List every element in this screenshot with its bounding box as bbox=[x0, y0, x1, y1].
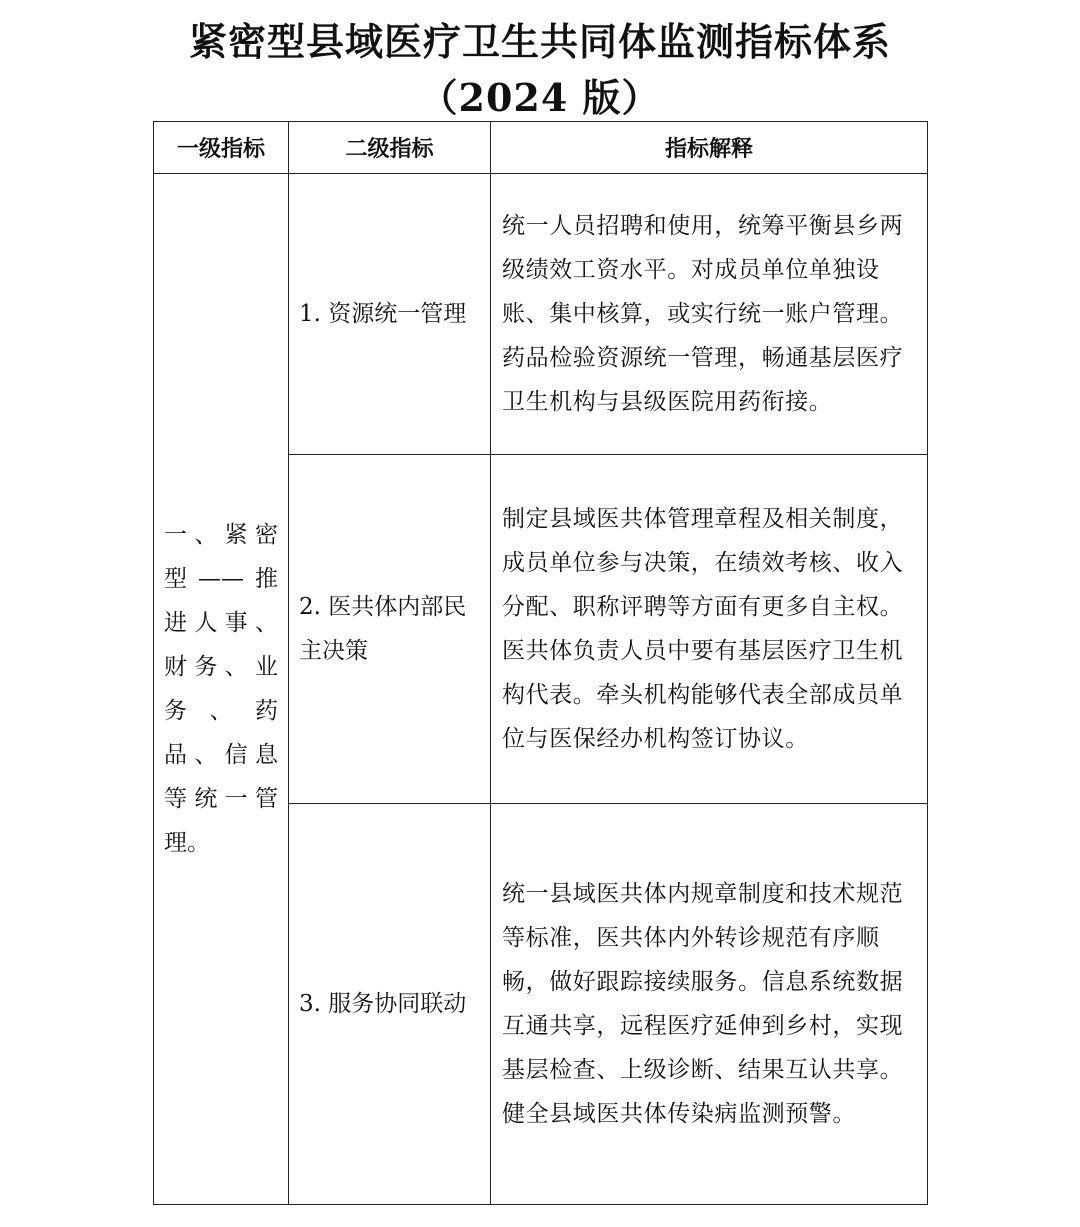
table-header-row bbox=[154, 122, 928, 174]
level1-indicator-cell: 一、紧密型——推进人事、财务、业务、药品、信息等统一管理。 bbox=[154, 174, 289, 1205]
header-explanation: 指标解释 bbox=[491, 122, 928, 174]
header-level2: 二级指标 bbox=[289, 122, 491, 174]
document-title: 紧密型县域医疗卫生共同体监测指标体系 bbox=[188, 19, 891, 64]
header-level1: 一级指标 bbox=[154, 122, 289, 174]
explanation-cell: 制定县域医共体管理章程及相关制度，成员单位参与决策，在绩效考核、收入分配、职称评聘等方面有更多自主权。医共体负责人员中要有基层医疗卫生机构代表。牵头机构能够代表全部成员单位与医保经办机构签订协议。 bbox=[491, 455, 928, 804]
indicator-table bbox=[153, 121, 928, 1205]
level2-indicator-cell: 1. 资源统一管理 bbox=[289, 174, 491, 455]
document-version: （2024 版） bbox=[419, 75, 661, 120]
explanation-cell: 统一人员招聘和使用，统筹平衡县乡两级绩效工资水平。对成员单位单独设账、集中核算，或实行统一账户管理。药品检验资源统一管理，畅通基层医疗卫生机构与县级医院用药衔接。 bbox=[491, 174, 928, 455]
level2-indicator-cell: 3. 服务协同联动 bbox=[289, 804, 491, 1205]
table-row bbox=[154, 174, 928, 455]
explanation-cell: 统一县域医共体内规章制度和技术规范等标准，医共体内外转诊规范有序顺畅，做好跟踪接续服务。信息系统数据互通共享，远程医疗延伸到乡村，实现基层检查、上级诊断、结果互认共享。健全县域医共体传染病监测预警。 bbox=[491, 804, 928, 1205]
level2-indicator-cell: 2. 医共体内部民主决策 bbox=[289, 455, 491, 804]
